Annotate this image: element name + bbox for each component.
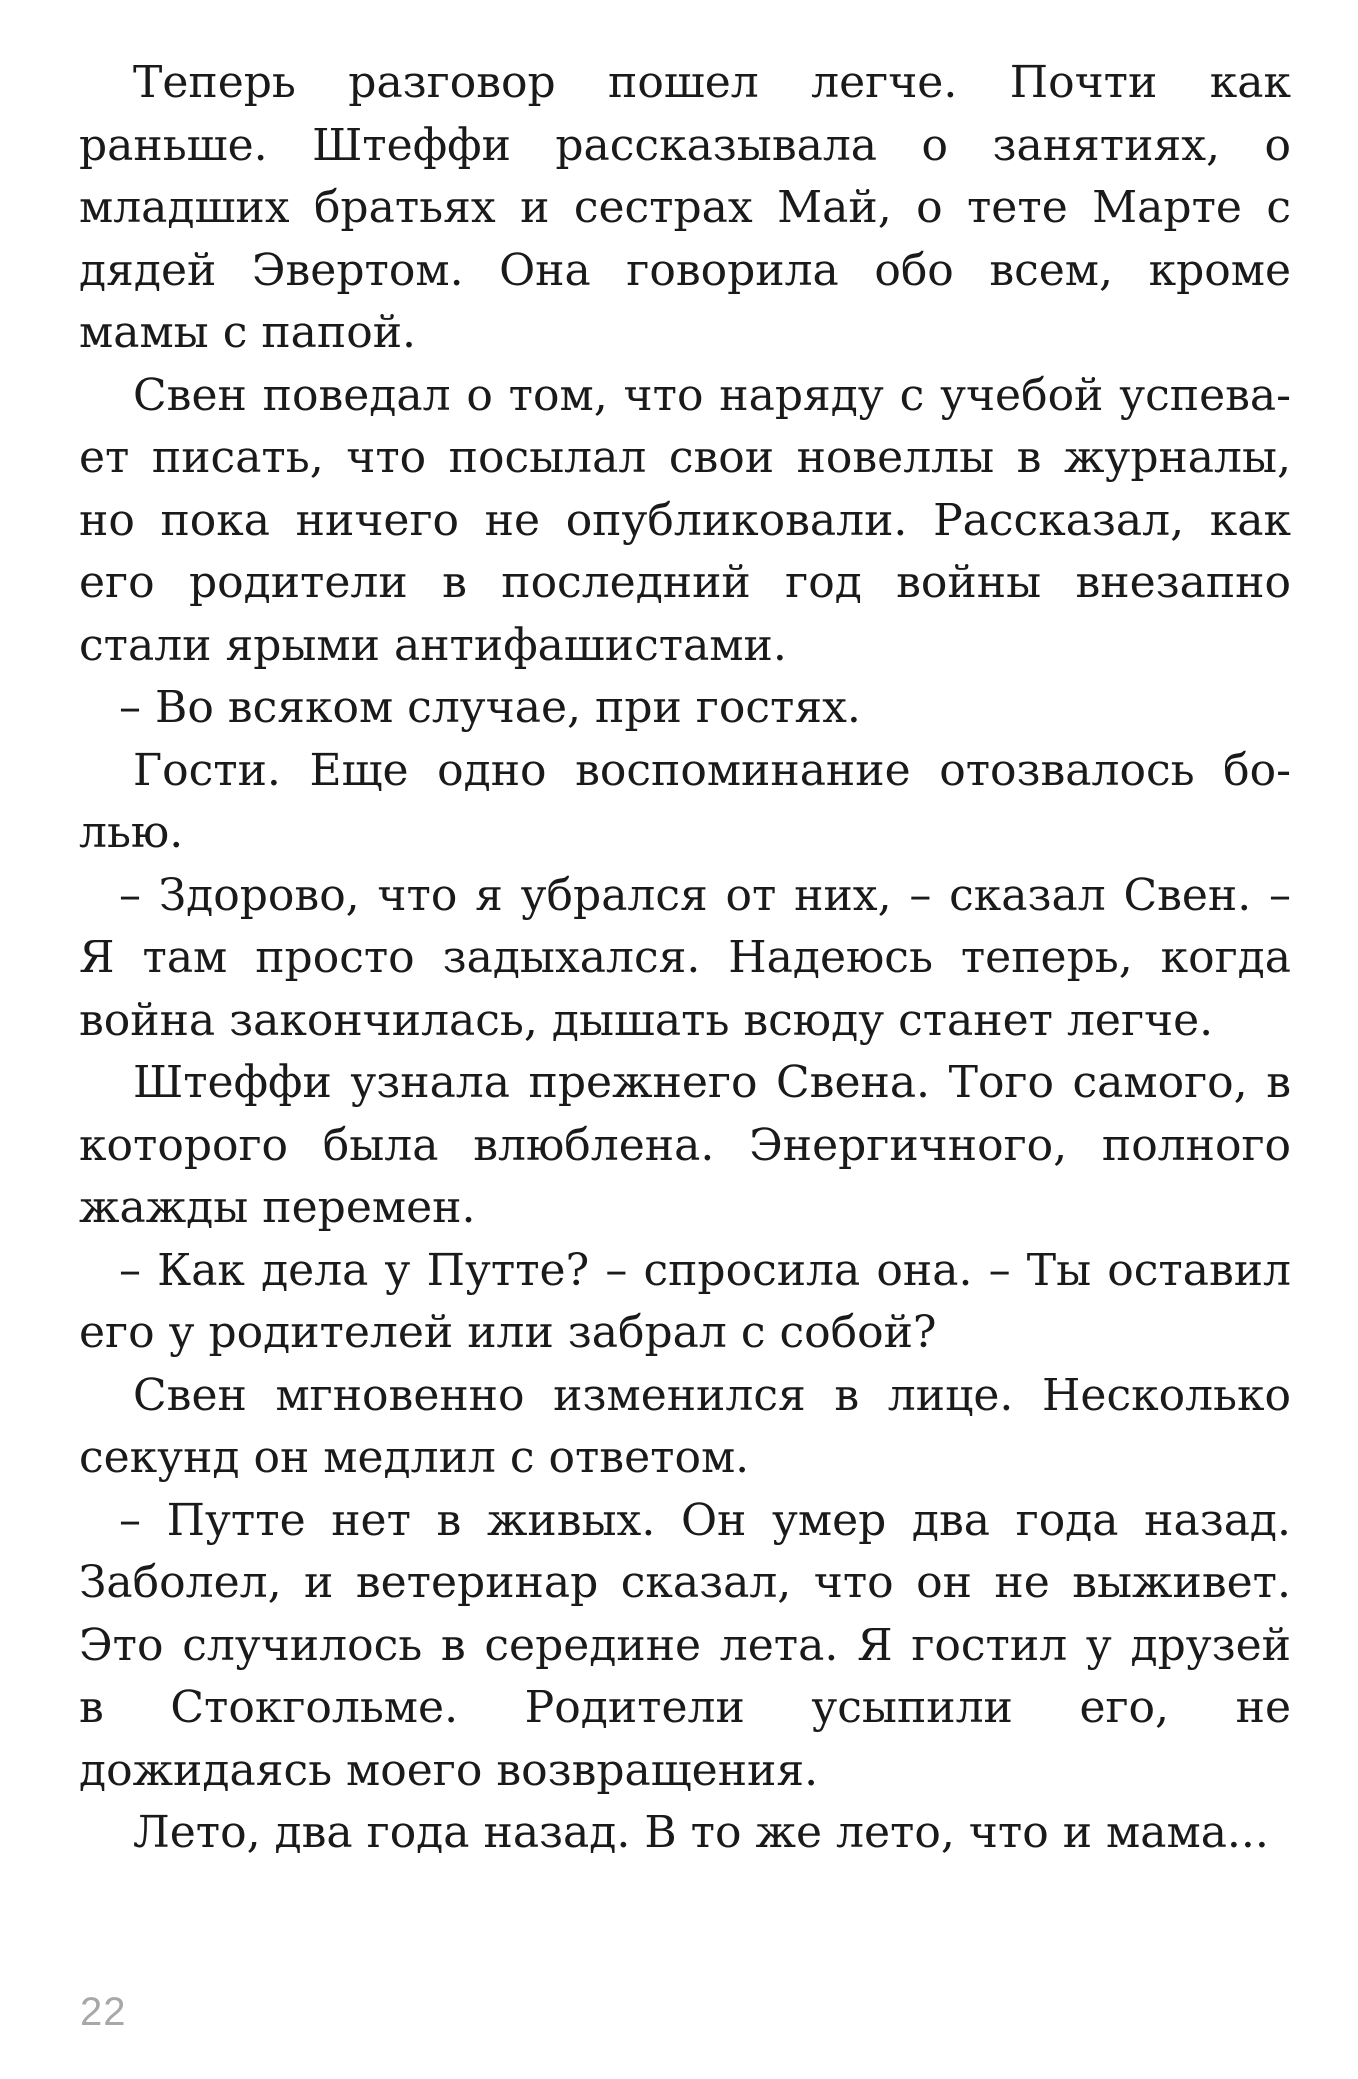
- paragraph: Свен мгновенно изменился в лице. Несколько секунд он медлил с ответом.: [79, 1369, 1291, 1483]
- dialogue-paragraph: – Во всяком случае, при гостях.: [119, 682, 861, 733]
- dialogue-paragraph: – Как дела у Путте? – спросила она. – Ты оставил его у родителей или забрал с собой?: [79, 1244, 1291, 1358]
- dialogue-paragraph: – Путте нет в живых. Он умер два года назад. Заболел, и ветеринар сказал, что он не выживет. Это случилось в середине лета. Я гостил у друзей в Стокгольме. Родители усыпили его, не дожидаясь моего возвращения.: [79, 1494, 1291, 1796]
- paragraph: Свен поведал о том, что наряду с учебой успевает писать, что посылал свои новеллы в журналы, но пока ничего не опубликовали. Рассказал, как его родители в последний год войны внезапно стали ярыми антифашистами.: [79, 369, 1291, 671]
- page-text: [79, 52, 1291, 1865]
- paragraph: Теперь разговор пошел легче. Почти как раньше. Штеффи рассказывала о занятиях, о младших братьях и сестрах Май, о тете Марте с дядей Эвертом. Она говорила обо всем, кроме мамы с папой.: [79, 57, 1291, 358]
- paragraph: Штеффи узнала прежнего Свена. Того самого, в которого была влюблена. Энергичного, полного жажды перемен.: [79, 1057, 1291, 1233]
- paragraph: Лето, два года назад. В то же лето, что и мама...: [133, 1807, 1269, 1858]
- paragraph: Гости. Еще одно воспоминание отозвалось болью.: [79, 744, 1291, 858]
- dialogue-paragraph: – Здорово, что я убрался от них, – сказал Свен. – Я там просто задыхался. Надеюсь теперь, когда война закончилась, дышать всюду станет легче.: [79, 869, 1291, 1046]
- page-number: 22: [80, 1990, 127, 2034]
